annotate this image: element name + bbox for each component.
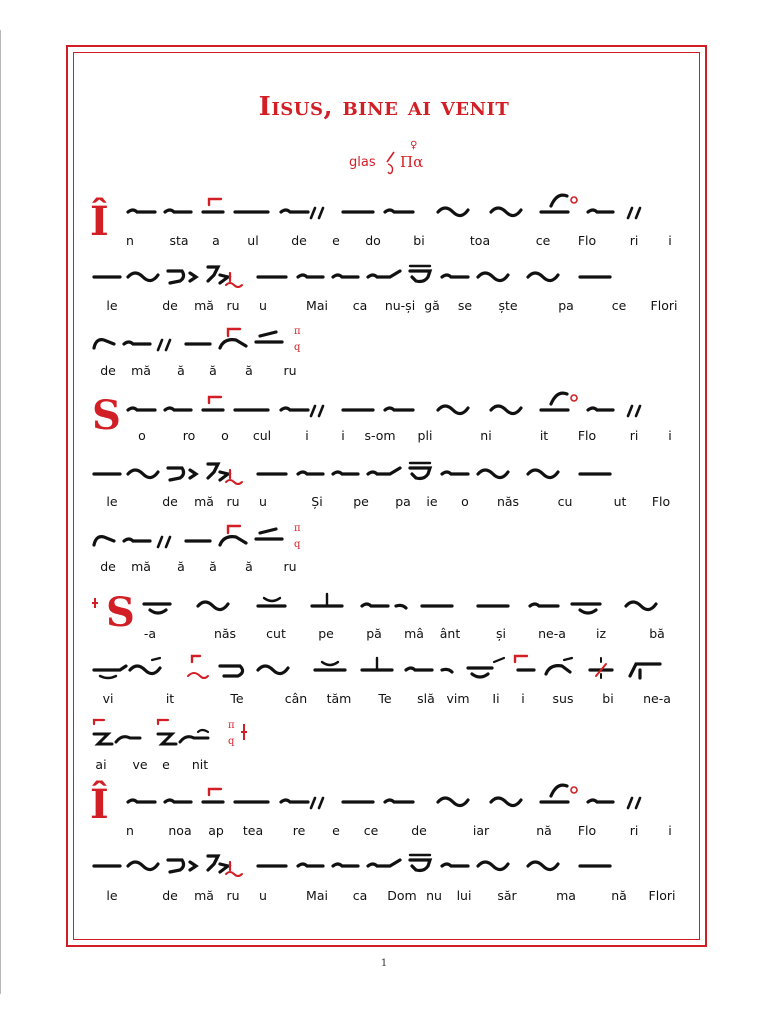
- syllable: Flo: [577, 428, 597, 443]
- syllable: ve: [132, 757, 148, 772]
- neumes-icon: [90, 517, 350, 557]
- neumes-icon: [113, 386, 713, 426]
- syllable: e: [332, 823, 340, 838]
- syllable: ște: [498, 298, 518, 313]
- syllable: ânt: [439, 626, 461, 641]
- syllable: ru: [283, 559, 297, 574]
- syllable: i: [668, 233, 672, 248]
- stanza-initial: Î: [90, 781, 109, 828]
- syllable: Ii: [492, 691, 500, 706]
- syllable: Flori: [648, 888, 676, 903]
- syllable: mâ: [404, 626, 424, 641]
- neumes-icon: [90, 320, 350, 360]
- syllable: u: [259, 298, 267, 313]
- neume-line: [90, 714, 260, 754]
- syllable: săr: [497, 888, 517, 903]
- syllable: ri: [629, 233, 639, 248]
- syllable: de: [162, 888, 178, 903]
- syllable: cu: [557, 494, 573, 509]
- syllable: ri: [629, 428, 639, 443]
- syllable: do: [365, 233, 381, 248]
- mode-sign-icon: [384, 150, 398, 176]
- syllable: Și: [311, 494, 323, 509]
- syllable: ă: [245, 559, 253, 574]
- neume-line: [90, 842, 690, 882]
- syllable: ca: [352, 888, 368, 903]
- syllable: sta: [169, 233, 189, 248]
- mode-name: Πα: [400, 153, 424, 171]
- syllable: nă: [536, 823, 552, 838]
- syllable: -a: [143, 626, 157, 641]
- syllable: năs: [213, 626, 237, 641]
- syllable: pă: [366, 626, 382, 641]
- syllable: ai: [95, 757, 107, 772]
- lyrics-line: [0, 823, 768, 839]
- syllable: ă: [177, 559, 185, 574]
- syllable: pli: [417, 428, 433, 443]
- svg-text:q: q: [228, 736, 235, 747]
- syllable: Mai: [306, 888, 328, 903]
- syllable: ma: [556, 888, 576, 903]
- syllable: bi: [602, 691, 614, 706]
- syllable: ă: [177, 363, 185, 378]
- neumes-icon: [90, 646, 690, 686]
- syllable: Te: [378, 691, 392, 706]
- syllable: iar: [472, 823, 490, 838]
- syllable: ni: [480, 428, 492, 443]
- neumes-icon: [140, 582, 690, 622]
- syllable: le: [106, 494, 118, 509]
- neume-line: [140, 582, 690, 622]
- syllable: de: [291, 233, 307, 248]
- syllable: Flo: [577, 823, 597, 838]
- syllable: gă: [424, 298, 440, 313]
- lyrics-line: [0, 757, 768, 773]
- syllable: mă: [131, 363, 151, 378]
- syllable: pa: [395, 494, 411, 509]
- syllable: noa: [168, 823, 192, 838]
- syllable: Dom: [387, 888, 417, 903]
- syllable: e: [162, 757, 170, 772]
- syllable: ro: [182, 428, 196, 443]
- syllable: tăm: [326, 691, 352, 706]
- syllable: i: [521, 691, 525, 706]
- hymn-title: Iisus, bine ai venit: [258, 92, 510, 122]
- neume-line: [90, 450, 690, 490]
- syllable: o: [461, 494, 469, 509]
- syllable: sus: [552, 691, 574, 706]
- neumes-icon: [90, 450, 690, 490]
- syllable: ru: [283, 363, 297, 378]
- lyrics-line: [0, 559, 768, 575]
- syllable: de: [100, 559, 116, 574]
- syllable: a: [212, 233, 220, 248]
- syllable: Mai: [306, 298, 328, 313]
- syllable: le: [106, 298, 118, 313]
- syllable: de: [162, 298, 178, 313]
- syllable: cân: [284, 691, 308, 706]
- lyrics-line: [0, 691, 768, 707]
- neume-line: [90, 320, 350, 360]
- syllable: u: [259, 494, 267, 509]
- syllable: tea: [242, 823, 264, 838]
- lyrics-line: [0, 428, 768, 444]
- syllable: Flo: [577, 233, 597, 248]
- syllable: Flo: [651, 494, 671, 509]
- syllable: ne-a: [643, 691, 671, 706]
- syllable: bi: [413, 233, 425, 248]
- stanza-initial: S: [106, 589, 135, 636]
- syllable: ca: [352, 298, 368, 313]
- svg-text:π: π: [228, 720, 235, 731]
- syllable: ă: [245, 363, 253, 378]
- stanza-initial: Î: [90, 198, 109, 245]
- syllable: it: [539, 428, 549, 443]
- syllable: de: [162, 494, 178, 509]
- syllable: i: [668, 428, 672, 443]
- syllable: ap: [208, 823, 224, 838]
- syllable: ne-a: [538, 626, 566, 641]
- syllable: ru: [226, 888, 240, 903]
- lyrics-line: [0, 233, 768, 249]
- syllable: toa: [469, 233, 491, 248]
- neumes-icon: [90, 714, 260, 754]
- syllable: de: [100, 363, 116, 378]
- neume-line: [113, 188, 693, 228]
- syllable: n: [126, 233, 134, 248]
- syllable: ă: [209, 363, 217, 378]
- syllable: re: [292, 823, 306, 838]
- neume-line: [90, 646, 690, 686]
- syllable: Te: [230, 691, 244, 706]
- syllable: le: [106, 888, 118, 903]
- syllable: mă: [194, 888, 214, 903]
- neume-line: [90, 253, 690, 293]
- syllable: i: [341, 428, 345, 443]
- syllable: vim: [446, 691, 470, 706]
- syllable: pe: [353, 494, 369, 509]
- page-number: 1: [380, 958, 388, 969]
- syllable: se: [457, 298, 473, 313]
- lyrics-line: [0, 626, 768, 642]
- syllable: u: [259, 888, 267, 903]
- syllable: ul: [247, 233, 259, 248]
- neumes-icon: [90, 253, 690, 293]
- lyrics-line: [0, 494, 768, 510]
- mode-ornament-icon: ♀: [410, 140, 418, 151]
- syllable: mă: [194, 494, 214, 509]
- syllable: năs: [496, 494, 520, 509]
- syllable: lui: [456, 888, 472, 903]
- svg-text:q: q: [294, 539, 301, 550]
- lyrics-line: [0, 298, 768, 314]
- syllable: e: [332, 233, 340, 248]
- syllable: nu-și: [384, 298, 416, 313]
- syllable: mă: [131, 559, 151, 574]
- syllable: ru: [226, 494, 240, 509]
- page-edge-line: [0, 30, 1, 994]
- lyrics-line: [0, 363, 768, 379]
- neume-line: [90, 517, 350, 557]
- syllable: mă: [194, 298, 214, 313]
- syllable: ce: [535, 233, 551, 248]
- syllable: bă: [649, 626, 665, 641]
- stanza-initial: S: [92, 392, 121, 439]
- syllable: n: [126, 823, 134, 838]
- syllable: și: [496, 626, 506, 641]
- svg-text:π: π: [294, 326, 301, 337]
- lyrics-line: [0, 888, 768, 904]
- svg-text:q: q: [294, 342, 301, 353]
- syllable: vi: [102, 691, 114, 706]
- mode-label: glas: [349, 155, 376, 170]
- syllable: Flori: [650, 298, 678, 313]
- neume-line: [113, 386, 693, 426]
- syllable: ru: [226, 298, 240, 313]
- syllable: ut: [613, 494, 627, 509]
- svg-text:π: π: [294, 523, 301, 534]
- syllable: ce: [363, 823, 379, 838]
- syllable: cut: [266, 626, 286, 641]
- syllable: ă: [209, 559, 217, 574]
- syllable: o: [138, 428, 146, 443]
- syllable: ce: [611, 298, 627, 313]
- syllable: pe: [318, 626, 334, 641]
- syllable: nă: [611, 888, 627, 903]
- neumes-icon: [113, 778, 713, 818]
- neumes-icon: [90, 842, 690, 882]
- syllable: ri: [629, 823, 639, 838]
- neume-line: [113, 778, 693, 818]
- syllable: pa: [558, 298, 574, 313]
- syllable: s-om: [364, 428, 396, 443]
- syllable: cul: [252, 428, 272, 443]
- syllable: nu: [426, 888, 442, 903]
- syllable: it: [165, 691, 175, 706]
- syllable: i: [305, 428, 309, 443]
- syllable: ie: [426, 494, 438, 509]
- syllable: nit: [191, 757, 209, 772]
- syllable: de: [411, 823, 427, 838]
- syllable: o: [221, 428, 229, 443]
- syllable: slă: [417, 691, 435, 706]
- neumes-icon: [113, 188, 713, 228]
- syllable: iz: [595, 626, 607, 641]
- syllable: i: [668, 823, 672, 838]
- mode-mark-icon: [90, 596, 100, 610]
